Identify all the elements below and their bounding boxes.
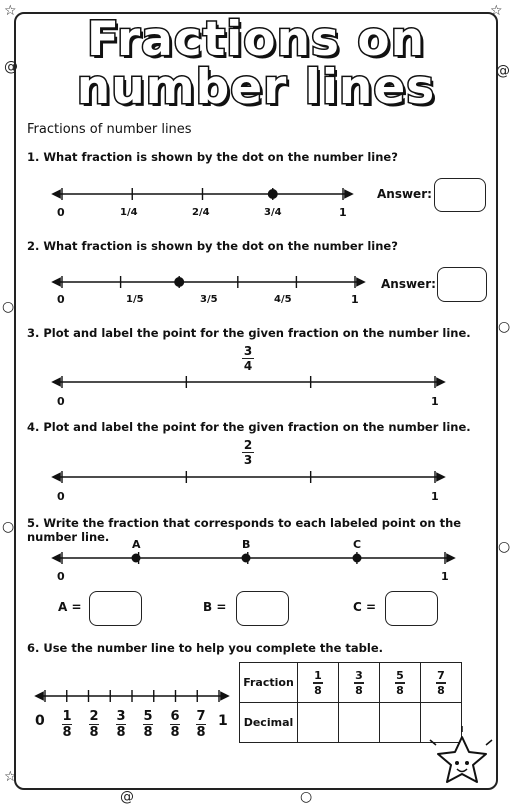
q1-answer-label: Answer:	[377, 187, 432, 201]
question-3-prompt: 3. Plot and label the point for the given fraction on the number line.	[27, 326, 471, 340]
table-frac-num: 7	[437, 669, 445, 683]
fraction-numerator: 6	[170, 709, 180, 724]
table-frac-den: 8	[314, 683, 322, 697]
q5-point-a-label: A	[132, 538, 141, 551]
table-row	[240, 703, 462, 743]
fraction-numerator: 5	[143, 709, 153, 724]
table-cell-fraction	[421, 663, 462, 703]
table-cell-decimal-input[interactable]	[421, 703, 462, 743]
q3-fraction-numerator: 3	[243, 344, 253, 358]
q4-target-fraction	[241, 439, 255, 466]
q1-label-1: 1	[339, 206, 347, 219]
q5-answer-c-box[interactable]	[385, 591, 438, 626]
table-row-label-decimal: Decimal	[240, 703, 298, 743]
q2-label-1: 1	[351, 293, 359, 306]
q5-answer-a-box[interactable]	[89, 591, 142, 626]
fraction-numerator: 3	[116, 709, 126, 724]
table-frac-den: 8	[355, 683, 363, 697]
page-title-line1: Fractions on	[86, 12, 426, 67]
q2-label-4-5: 4/5	[274, 294, 292, 305]
table-cell-fraction	[380, 663, 421, 703]
fraction-numerator: 1	[62, 709, 72, 724]
question-5-prompt: 5. Write the fraction that corresponds to each labeled point on the number line.	[27, 516, 462, 544]
table-cell-decimal-input[interactable]	[339, 703, 380, 743]
swirl-doodle-icon: @	[120, 789, 134, 805]
table-row	[240, 663, 462, 703]
star-doodle-icon: ☆	[490, 3, 503, 19]
table-row-label-fraction: Fraction	[240, 663, 298, 703]
page-title-line2: number lines	[76, 60, 436, 115]
circle-doodle-icon: ○	[2, 519, 15, 535]
fraction-denominator: 8	[143, 725, 153, 741]
q6-label-1: 1	[218, 713, 228, 729]
fraction-numerator: 7	[196, 709, 206, 724]
q5-label-0: 0	[57, 570, 65, 583]
q5-answer-b-label: B =	[203, 600, 227, 614]
q6-line-fraction	[170, 710, 180, 739]
q6-line-fraction	[143, 710, 153, 739]
fraction-denominator: 8	[196, 725, 206, 741]
table-frac-num: 1	[314, 669, 322, 683]
q2-answer-box[interactable]	[437, 267, 487, 302]
q2-label-0: 0	[57, 293, 65, 306]
table-cell-fraction	[298, 663, 339, 703]
q5-point-b-label: B	[242, 538, 251, 551]
fraction-denominator: 8	[62, 725, 72, 741]
circle-doodle-icon: ○	[2, 299, 15, 315]
star-doodle-icon: ☆	[4, 769, 17, 785]
q6-label-0: 0	[35, 713, 45, 729]
q1-label-2-4: 2/4	[192, 207, 210, 218]
worksheet-subtitle: Fractions of number lines	[27, 122, 192, 137]
circle-doodle-icon: ○	[498, 319, 511, 335]
q5-point-c-label: C	[353, 538, 362, 551]
question-4-prompt: 4. Plot and label the point for the given fraction on the number line.	[27, 420, 471, 434]
q6-line-fraction	[89, 710, 99, 739]
table-frac-den: 8	[396, 683, 404, 697]
q2-label-1-5: 1/5	[126, 294, 144, 305]
circle-doodle-icon: ○	[498, 539, 511, 555]
q5-label-1: 1	[441, 570, 449, 583]
fraction-denominator: 8	[89, 725, 99, 741]
q5-answer-a-label: A =	[58, 600, 82, 614]
q3-fraction-denominator: 4	[243, 359, 253, 374]
question-1-prompt: 1. What fraction is shown by the dot on the number line?	[27, 150, 398, 164]
q1-label-1-4: 1/4	[120, 207, 138, 218]
swirl-doodle-icon: @	[496, 63, 510, 79]
table-frac-num: 5	[396, 669, 404, 683]
q3-label-0: 0	[57, 395, 65, 408]
table-cell-decimal-input[interactable]	[298, 703, 339, 743]
q4-fraction-denominator: 3	[243, 453, 253, 468]
q1-label-0: 0	[57, 206, 65, 219]
table-cell-fraction	[339, 663, 380, 703]
fraction-numerator: 2	[89, 709, 99, 724]
table-frac-den: 8	[437, 683, 445, 697]
q2-answer-label: Answer:	[381, 277, 436, 291]
table-frac-num: 3	[355, 669, 363, 683]
star-doodle-icon: ☆	[4, 3, 17, 19]
q6-fraction-table	[239, 662, 462, 743]
q6-line-fraction	[196, 710, 206, 739]
q2-label-3-5: 3/5	[200, 294, 218, 305]
q3-target-fraction	[241, 345, 255, 372]
fraction-denominator: 8	[170, 725, 180, 741]
q6-line-fraction	[62, 710, 72, 739]
q4-label-0: 0	[57, 490, 65, 503]
q1-label-3-4: 3/4	[264, 207, 282, 218]
question-2-prompt: 2. What fraction is shown by the dot on the number line?	[27, 239, 398, 253]
fraction-denominator: 8	[116, 725, 126, 741]
question-6-prompt: 6. Use the number line to help you complete the table.	[27, 641, 384, 655]
q6-line-fraction	[116, 710, 126, 739]
swirl-doodle-icon: @	[4, 59, 18, 75]
q3-label-1: 1	[431, 395, 439, 408]
table-cell-decimal-input[interactable]	[380, 703, 421, 743]
circle-doodle-icon: ○	[300, 789, 313, 805]
q4-fraction-numerator: 2	[243, 438, 253, 452]
q4-label-1: 1	[431, 490, 439, 503]
q5-answer-c-label: C =	[353, 600, 377, 614]
q1-answer-box[interactable]	[434, 178, 486, 212]
q5-answer-b-box[interactable]	[236, 591, 289, 626]
